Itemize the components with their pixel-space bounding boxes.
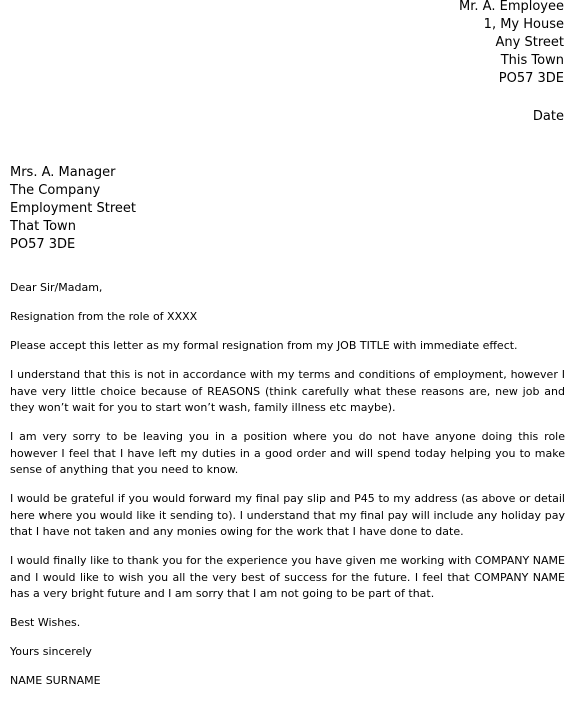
signature-name: NAME SURNAME <box>10 674 101 687</box>
letter-body <box>10 280 565 702</box>
paragraph-reasons: I understand that this is not in accordance with my terms and conditions of employment, however I have very little choice because of REASONS (think carefully what these reasons are, new job and they won’t wait for you to start won’t wash, family illness etc maybe). <box>10 368 565 414</box>
sender-postcode: PO57 3DE <box>498 71 564 86</box>
recipient-address-line-2: Employment Street <box>10 201 137 216</box>
paragraph-apology: I am very sorry to be leaving you in a position where you do not have anyone doing this role however I feel that I have left my duties in a good order and will spend today helping you to make sense of anything that you need to know. <box>10 430 565 476</box>
recipient-name: Mrs. A. Manager <box>10 165 116 180</box>
letter-date: Date <box>532 109 564 124</box>
sender-address-line-3: This Town <box>500 53 564 68</box>
paragraph-thanks: I would finally like to thank you for the experience you have given me working with COMPANY NAME and I would like to wish you all the very best of success for the future. I feel that COMPANY NAME has a very bright future and I am sorry that I am not going to be part of that. <box>10 554 565 600</box>
sender-name: Mr. A. Employee <box>459 0 564 14</box>
closing: Yours sincerely <box>10 645 92 658</box>
recipient-postcode: PO57 3DE <box>10 237 76 252</box>
sender-address-line-2: Any Street <box>495 35 564 50</box>
subject-line: Resignation from the role of XXXX <box>10 310 198 323</box>
recipient-address-line-1: The Company <box>10 183 101 198</box>
sender-block <box>459 0 564 88</box>
paragraph-resignation: Please accept this letter as my formal resignation from my JOB TITLE with immediate effect. <box>10 339 518 352</box>
paragraph-final-pay: I would be grateful if you would forward my final pay slip and P45 to my address (as above or detail here where you would like it sending to). I understand that my final pay will include any holiday pay that I have not taken and any monies owing for the work that I have done to date. <box>10 492 565 538</box>
recipient-block <box>10 164 136 254</box>
recipient-address-line-3: That Town <box>10 219 76 234</box>
best-wishes: Best Wishes. <box>10 616 81 629</box>
salutation: Dear Sir/Madam, <box>10 281 103 294</box>
sender-address-line-1: 1, My House <box>483 17 564 32</box>
